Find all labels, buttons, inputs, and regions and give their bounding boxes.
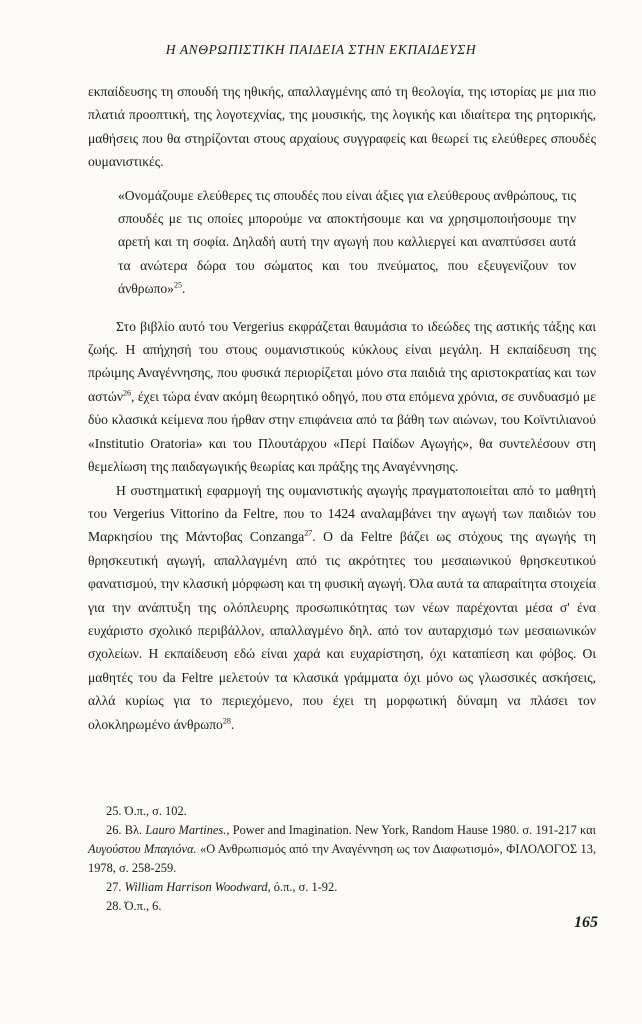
footnote-25: 25. Ό.π., σ. 102. [106, 804, 187, 818]
paragraph-text: . [230, 716, 235, 732]
footnote-text: , ΦΙΛΟΛΟΓΟΣ 13, 1978, σ. 258-259. [88, 842, 597, 875]
footnote-26 [88, 821, 596, 878]
paragraph-continued [88, 80, 596, 174]
paragraph-text: . Ο da Feltre βάζει ως στόχους της αγωγής τη θρησκευτική αγωγή, απαλλαγμένη από τις ακρότητες του μεσαιωνικού θρησκευτικού φανατισμού, την κλασική μόρφωση και τη φυσική αγωγή. Όλα αυτά τα απαραίτητα στοιχεία για την ανάπτυξη της ολόπλευρης προσωπικότητας των νέων παρέχονται μέσα σ' ένα ευχάριστο σχολικό περιβάλλον, απαλλαγμένο δηλ. από τον αυταρχισμό των μεσαιωνικών σχολείων. Η εκπαίδευση εδώ είναι χαρά και ευχαρίστηση, όχι καταπίεση και φόβος. Οι μαθητές του da Feltre μελετούν τα κλασικά γράμματα όχι μόνο ως γλωσσικές ασκήσεις, αλλά κυρίως για το περιεχόμενο, που έχει τη μορφωτική δύναμη να πλάσει τον ολοκληρωμένο άνθρωπο [88, 529, 596, 732]
footnote-27 [88, 878, 596, 897]
footnote-ref: 26 [123, 388, 132, 398]
footnote-text: ό.π., σ. 1-92. [270, 880, 338, 894]
running-head: Η ΑΝΘΡΩΠΙΣΤΙΚΗ ΠΑΙΔΕΙΑ ΣΤΗΝ ΕΚΠΑΙΔΕΥΣΗ [165, 42, 477, 57]
paragraph-da-feltre [88, 479, 596, 736]
block-quote: «Ονομάζουμε ελεύθερες τις σπουδές που είναι άξιες για ελεύθερους ανθρώπους, τις σπουδές με τις οποίες μπορούμε να αποκτήσουμε και να χρησιμοποιήσουμε την αρετή και τη σοφία. Δηλαδή αυτή την αγωγή που καλλιεργεί και αναπτύσσει αυτά τα ανώτερα δώρα του σώματος και του πνεύματος, που εξευγενίζουν τον άνθρωπο»$^{25}$. [118, 187, 576, 297]
footnote-author: Lauro Martines. [145, 823, 227, 837]
footnotes [88, 802, 596, 916]
footnote-author: William Harrison Woodward, [124, 880, 271, 894]
page-number: 165 [574, 914, 598, 931]
paragraph-text: εκπαίδευσης τη σπουδή της ηθικής, απαλλαγμένης από τη θεολογία, της ιστορίας με μια πιο πλατιά προοπτική, της λογοτεχνίας, της μουσικής, της λογικής και ιδιαίτερα της ρητορικής, μαθήσεις που θα στηρίζονται στους αρχαίους συγγραφείς και θεωρεί τις ελεύθερες σπουδές ουμανιστικές. [88, 84, 596, 170]
footnote-28: 28. Ό.π., 6. [106, 899, 162, 913]
footnote-text: «Ο Ανθρωπισμός από την Αναγέννηση ως τον Διαφωτισμό» [196, 842, 500, 856]
paragraph-vergerius [88, 315, 596, 479]
footnote-ref: 28 [222, 716, 231, 726]
paragraph-text: Η συστηματική εφαρμογή της ουμανιστικής αγωγής πραγματοποιείται από το μαθητή του Vergerius Vittorino da Feltre, που το 1424 αναλαμβάνει την αγωγή των παιδιών του Μαρκησίου της Μάντοβας Conzanga [88, 482, 596, 545]
footnote-ref: 25 [173, 280, 182, 290]
body-text [88, 80, 596, 736]
footnote-number: 26. Βλ. [106, 823, 146, 837]
footnote-number: 27. [106, 880, 125, 894]
paragraph-text: , έχει τώρα έναν ακόμη θεωρητικό οδηγό, που στα επόμενα χρόνια, σε συνδυασμό με δύο κλασικά κείμενα που ήρθαν στην επιφάνεια από τα βάθη των αιώνων, του Κοϊντιλιανού «Institutio Oratoria» και του Πλουτάρχου «Περί Παίδων Αγωγής», θα συντελέσουν στη θεμελίωση της παιδαγωγικής θεωρίας και πράξης της Αναγέννησης. [88, 388, 596, 475]
footnote-text: , Power and Imagination. New York, Random Hause 1980. σ. 191-217 και [226, 823, 596, 837]
quote-text: «Ονομάζουμε ελεύθερες τις σπουδές που είναι άξιες για ελεύθερους ανθρώπους, τις σπουδές με τις οποίες μπορούμε να αποκτήσουμε και να χρησιμοποιήσουμε την αρετή και τη σοφία. Δηλαδή αυτή την αγωγή που καλλιεργεί και αναπτύσσει αυτά τα ανώτερα δώρα του σώματος και του πνεύματος, που εξευγενίζουν τον άνθρωπο» [118, 187, 576, 297]
footnote-ref: 27 [304, 528, 313, 538]
paragraph-text: Στο βιβλίο αυτό του Vergerius εκφράζεται θαυμάσια το ιδεώδες της αστικής τάξης και ζωής. Η απήχησή του στους ουμανιστικούς κύκλους είναι μεγάλη. Η εκπαίδευση της πρώιμης Αναγέννησης, που φυσικά περιορίζεται μόνο στα παιδιά της αριστοκρατίας και των αστών [88, 318, 596, 404]
footnote-author: Αυγούστου Μπαγιόνα. [88, 842, 197, 856]
